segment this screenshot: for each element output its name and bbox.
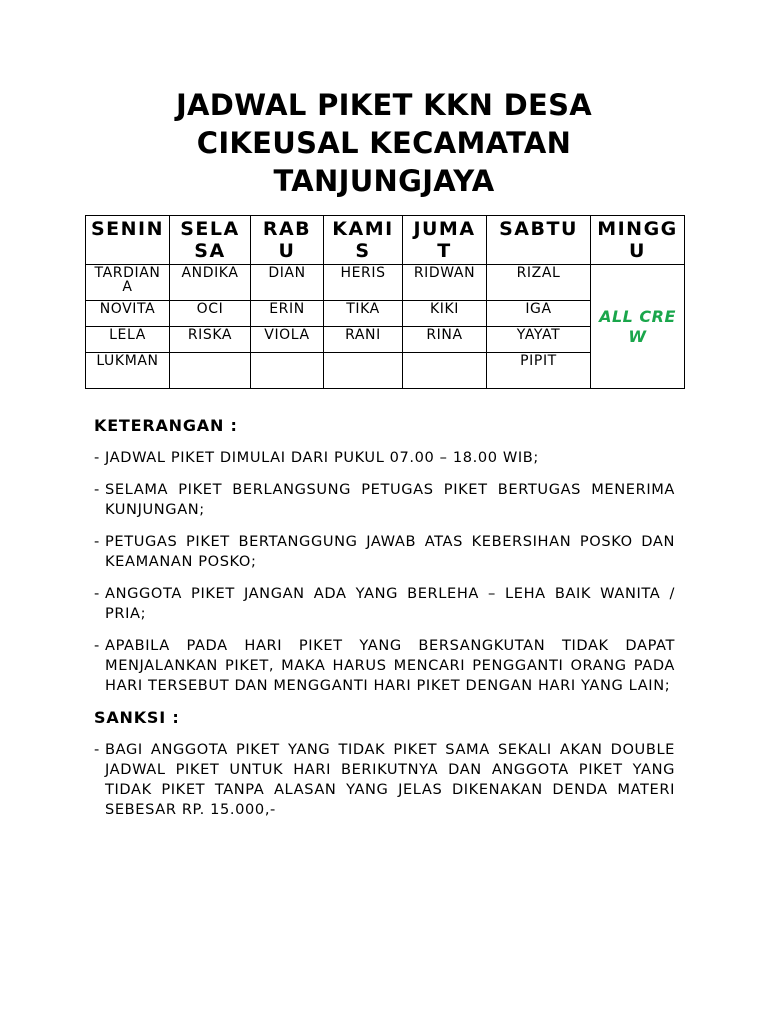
day-header-senin: SENIN xyxy=(86,216,170,265)
schedule-cell: RIZAL xyxy=(487,265,591,301)
schedule-cell: HERIS xyxy=(324,265,403,301)
schedule-cell: RISKA xyxy=(170,327,251,353)
schedule-cell: TIKA xyxy=(324,301,403,327)
schedule-cell xyxy=(251,353,324,389)
schedule-cell xyxy=(403,353,487,389)
keterangan-text: ANGGOTA PIKET JANGAN ADA YANG BERLEHA – LEHA BAIK WANITA / PRIA; xyxy=(105,585,675,622)
day-header-rabu: RABU xyxy=(251,216,324,265)
schedule-cell: PIPIT xyxy=(487,353,591,389)
schedule-cell: TARDIANA xyxy=(86,265,170,301)
schedule-cell: DIAN xyxy=(251,265,324,301)
day-header-jumat: JUMAT xyxy=(403,216,487,265)
sunday-all-crew: ALL CREW xyxy=(591,265,685,389)
schedule-cell: VIOLA xyxy=(251,327,324,353)
list-item: - JADWAL PIKET DIMULAI DARI PUKUL 07.00 – 18.00 WIB; xyxy=(94,449,539,466)
schedule-cell: NOVITA xyxy=(86,301,170,327)
schedule-cell: ERIN xyxy=(251,301,324,327)
schedule-cell: IGA xyxy=(487,301,591,327)
list-item: - BAGI ANGGOTA PIKET YANG TIDAK PIKET SAMA SEKALI AKAN DOUBLE JADWAL PIKET UNTUK HARI BERIKUTNYA DAN ANGGOTA PIKET YANG TIDAK PIKET TANPA ALASAN YANG JELAS DIKENAKAN DENDA MATERI SEBESAR RP. 15.000,- xyxy=(94,741,675,818)
schedule-cell xyxy=(170,353,251,389)
sanksi-heading: SANKSI : xyxy=(94,708,180,727)
notes-section xyxy=(94,416,675,820)
list-item: - APABILA PADA HARI PIKET YANG BERSANGKUTAN TIDAK DAPAT MENJALANKAN PIKET, MAKA HARUS MENCARI PENGGANTI ORANG PADA HARI TERSEBUT DAN MENGGANTI HARI PIKET DENGAN HARI YANG LAIN; xyxy=(94,637,675,694)
schedule-cell: RANI xyxy=(324,327,403,353)
day-header-kamis: KAMIS xyxy=(324,216,403,265)
list-item: - SELAMA PIKET BERLANGSUNG PETUGAS PIKET BERTUGAS MENERIMA KUNJUNGAN; xyxy=(94,481,675,518)
sanksi-list xyxy=(94,740,675,820)
schedule-cell: LUKMAN xyxy=(86,353,170,389)
list-item: - ANGGOTA PIKET JANGAN ADA YANG BERLEHA – LEHA BAIK WANITA / PRIA; xyxy=(94,585,675,622)
schedule-cell xyxy=(324,353,403,389)
schedule-cell: KIKI xyxy=(403,301,487,327)
schedule-row xyxy=(86,265,685,301)
schedule-cell: ANDIKA xyxy=(170,265,251,301)
list-item: - PETUGAS PIKET BERTANGGUNG JAWAB ATAS KEBERSIHAN POSKO DAN KEAMANAN POSKO; xyxy=(94,533,675,570)
schedule-cell: LELA xyxy=(86,327,170,353)
keterangan-heading: KETERANGAN : xyxy=(94,416,238,435)
keterangan-text: APABILA PADA HARI PIKET YANG BERSANGKUTAN TIDAK DAPAT MENJALANKAN PIKET, MAKA HARUS MENCARI PENGGANTI ORANG PADA HARI TERSEBUT DAN MENGGANTI HARI PIKET DENGAN HARI YANG LAIN; xyxy=(105,637,675,694)
schedule-cell: RINA xyxy=(403,327,487,353)
keterangan-text: PETUGAS PIKET BERTANGGUNG JAWAB ATAS KEBERSIHAN POSKO DAN KEAMANAN POSKO; xyxy=(105,533,675,570)
schedule-cell: OCI xyxy=(170,301,251,327)
keterangan-list xyxy=(94,448,675,696)
page-title: JADWAL PIKET KKN DESA CIKEUSAL KECAMATAN TANJUNGJAYA xyxy=(175,88,593,198)
keterangan-text: SELAMA PIKET BERLANGSUNG PETUGAS PIKET BERTUGAS MENERIMA KUNJUNGAN; xyxy=(105,481,675,518)
keterangan-text: JADWAL PIKET DIMULAI DARI PUKUL 07.00 – 18.00 WIB; xyxy=(105,449,539,466)
sanksi-text: BAGI ANGGOTA PIKET YANG TIDAK PIKET SAMA SEKALI AKAN DOUBLE JADWAL PIKET UNTUK HARI BERIKUTNYA DAN ANGGOTA PIKET YANG TIDAK PIKET TANPA ALASAN YANG JELAS DIKENAKAN DENDA MATERI SEBESAR RP. 15.000,- xyxy=(105,741,675,818)
day-header-sabtu: SABTU xyxy=(487,216,591,265)
schedule-cell: YAYAT xyxy=(487,327,591,353)
schedule-header-row xyxy=(86,216,685,265)
day-header-minggu: MINGGU xyxy=(591,216,685,265)
day-header-selasa: SELASA xyxy=(170,216,251,265)
schedule-table xyxy=(85,215,685,389)
schedule-cell: RIDWAN xyxy=(403,265,487,301)
